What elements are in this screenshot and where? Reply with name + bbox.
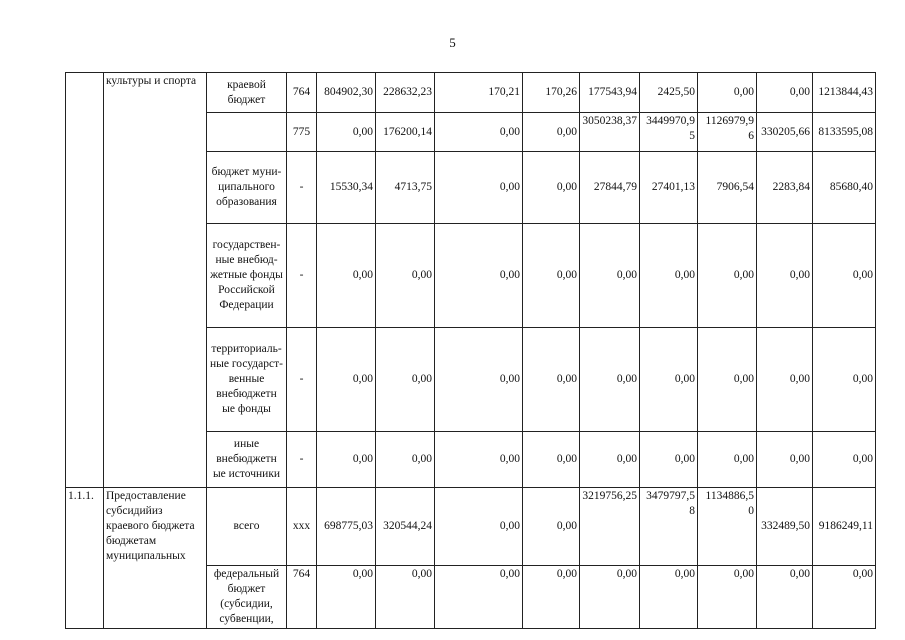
value-cell: 0,00 <box>757 224 813 328</box>
value-cell: 0,00 <box>317 328 376 432</box>
value-cell: 2283,84 <box>757 152 813 224</box>
value-cell: 228632,23 <box>376 73 435 113</box>
page-number: 5 <box>449 35 456 50</box>
program-name-cell <box>104 565 207 628</box>
value-cell: 0,00 <box>640 565 698 628</box>
value-cell: 15530,34 <box>317 152 376 224</box>
table-row <box>66 152 876 224</box>
value-cell: 27844,79 <box>580 152 640 224</box>
funding-source-cell: иные внебюджетн ые источники <box>207 432 287 488</box>
value-cell: 804902,30 <box>317 73 376 113</box>
value-cell: 0,00 <box>435 224 523 328</box>
value-cell: 0,00 <box>317 224 376 328</box>
value-cell: 0,00 <box>435 488 523 566</box>
value-cell: 0,00 <box>523 488 580 566</box>
funding-source-cell: бюджет муни-ципального образования <box>207 152 287 224</box>
value-cell: 0,00 <box>523 432 580 488</box>
code-cell: 764 <box>287 73 317 113</box>
table-row <box>66 73 876 113</box>
item-number-cell <box>66 328 104 432</box>
value-cell: 0,00 <box>640 224 698 328</box>
value-cell: 0,00 <box>813 224 876 328</box>
value-cell: 332489,50 <box>757 488 813 566</box>
program-name-cell: культуры и спорта <box>104 73 207 113</box>
value-cell: 0,00 <box>523 113 580 152</box>
item-number-cell <box>66 224 104 328</box>
value-cell: 0,00 <box>698 432 757 488</box>
value-cell: 7906,54 <box>698 152 757 224</box>
value-cell: 0,00 <box>523 224 580 328</box>
value-cell: 0,00 <box>435 113 523 152</box>
value-cell: 0,00 <box>317 432 376 488</box>
value-cell: 0,00 <box>580 565 640 628</box>
funding-source-cell <box>207 113 287 152</box>
value-cell: 0,00 <box>376 224 435 328</box>
value-cell: 0,00 <box>376 328 435 432</box>
value-cell: 176200,14 <box>376 113 435 152</box>
value-cell: 0,00 <box>757 432 813 488</box>
table-row <box>66 328 876 432</box>
value-cell: 0,00 <box>698 224 757 328</box>
code-cell: - <box>287 328 317 432</box>
value-cell: 177543,94 <box>580 73 640 113</box>
value-cell: 0,00 <box>376 432 435 488</box>
funding-source-cell: территориаль-ные государст-венные внебюджетн ые фонды <box>207 328 287 432</box>
table-row <box>66 224 876 328</box>
table-row <box>66 432 876 488</box>
value-cell: 85680,40 <box>813 152 876 224</box>
value-cell: 0,00 <box>698 565 757 628</box>
value-cell: 170,26 <box>523 73 580 113</box>
value-cell: 0,00 <box>523 565 580 628</box>
program-name-cell <box>104 432 207 488</box>
value-cell: 0,00 <box>317 113 376 152</box>
code-cell: - <box>287 224 317 328</box>
value-cell: 0,00 <box>813 328 876 432</box>
value-cell: 3449970,95 <box>640 113 698 152</box>
value-cell: 0,00 <box>813 565 876 628</box>
value-cell: 1213844,43 <box>813 73 876 113</box>
code-cell: - <box>287 432 317 488</box>
item-number-cell <box>66 565 104 628</box>
value-cell: 0,00 <box>640 432 698 488</box>
value-cell: 320544,24 <box>376 488 435 566</box>
value-cell: 0,00 <box>757 73 813 113</box>
value-cell: 698775,03 <box>317 488 376 566</box>
value-cell: 0,00 <box>435 152 523 224</box>
budget-table <box>65 72 876 629</box>
value-cell: 1134886,50 <box>698 488 757 566</box>
item-number-cell <box>66 113 104 152</box>
funding-source-cell: всего <box>207 488 287 566</box>
value-cell: 0,00 <box>523 152 580 224</box>
value-cell: 4713,75 <box>376 152 435 224</box>
table-row <box>66 113 876 152</box>
item-number-cell <box>66 152 104 224</box>
value-cell: 0,00 <box>580 328 640 432</box>
value-cell: 0,00 <box>376 565 435 628</box>
value-cell: 170,21 <box>435 73 523 113</box>
code-cell: ххх <box>287 488 317 566</box>
value-cell: 0,00 <box>813 432 876 488</box>
value-cell: 0,00 <box>698 328 757 432</box>
program-name-cell: Предоставление субсидийиз краевого бюджета бюджетам муниципальных <box>104 488 207 566</box>
program-name-cell <box>104 113 207 152</box>
code-cell: - <box>287 152 317 224</box>
code-cell: 764 <box>287 565 317 628</box>
program-name-cell <box>104 224 207 328</box>
funding-source-cell: федеральный бюджет (субсидии, субвенции, <box>207 565 287 628</box>
value-cell: 0,00 <box>580 224 640 328</box>
value-cell: 0,00 <box>640 328 698 432</box>
code-cell: 775 <box>287 113 317 152</box>
value-cell: 0,00 <box>523 328 580 432</box>
value-cell: 0,00 <box>435 328 523 432</box>
value-cell: 8133595,08 <box>813 113 876 152</box>
item-number-cell: 1.1.1. <box>66 488 104 566</box>
value-cell: 0,00 <box>757 565 813 628</box>
value-cell: 27401,13 <box>640 152 698 224</box>
value-cell: 3050238,37 <box>580 113 640 152</box>
value-cell: 0,00 <box>317 565 376 628</box>
program-name-cell <box>104 152 207 224</box>
value-cell: 2425,50 <box>640 73 698 113</box>
funding-source-cell: государствен-ные внебюд-жетные фонды Российской Федерации <box>207 224 287 328</box>
table-row <box>66 565 876 628</box>
value-cell: 0,00 <box>698 73 757 113</box>
value-cell: 0,00 <box>435 432 523 488</box>
value-cell: 0,00 <box>757 328 813 432</box>
item-number-cell <box>66 73 104 113</box>
value-cell: 3219756,25 <box>580 488 640 566</box>
item-number-cell <box>66 432 104 488</box>
funding-source-cell: краевой бюджет <box>207 73 287 113</box>
value-cell: 3479797,58 <box>640 488 698 566</box>
value-cell: 0,00 <box>580 432 640 488</box>
value-cell: 330205,66 <box>757 113 813 152</box>
value-cell: 1126979,96 <box>698 113 757 152</box>
table-row <box>66 488 876 566</box>
program-name-cell <box>104 328 207 432</box>
value-cell: 9186249,11 <box>813 488 876 566</box>
value-cell: 0,00 <box>435 565 523 628</box>
